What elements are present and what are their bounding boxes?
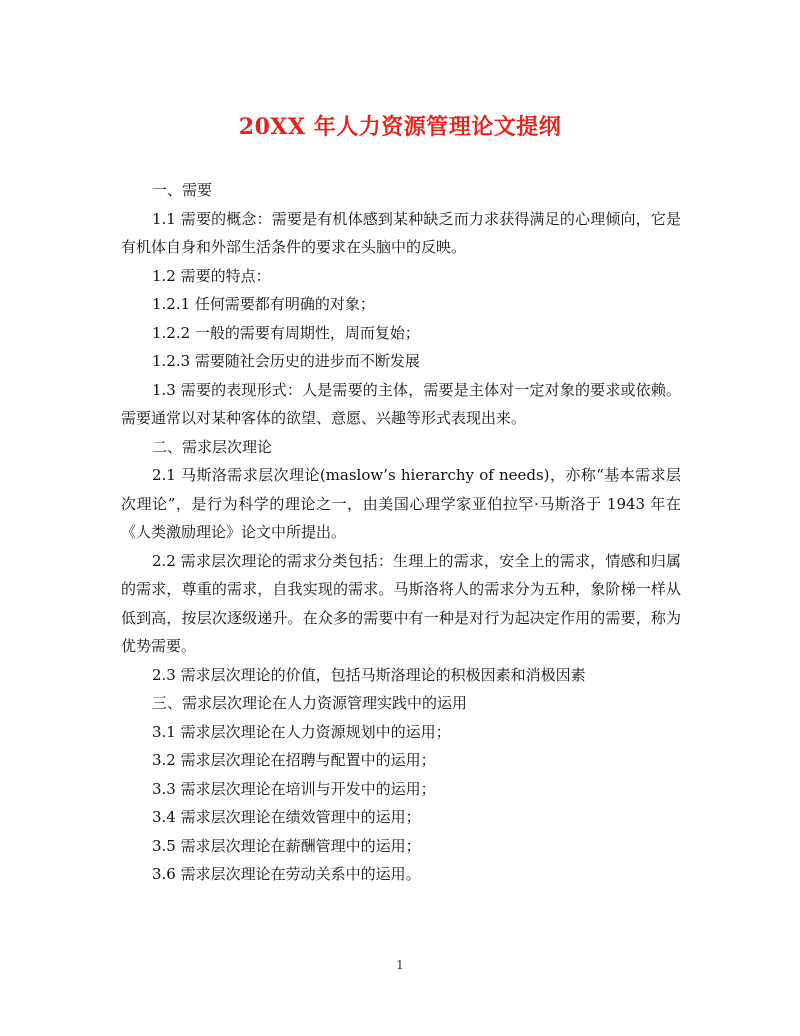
paragraph-1-2: 1.2 需要的特点： xyxy=(152,266,271,285)
paragraph-2-2: 2.2 需求层次理论的需求分类包括：生理上的需求，安全上的需求，情感和归属的需求，尊重的需求，自我实现的需求。马斯洛将人的需求分为五种，象阶梯一样从低到高，按层次逐级递升。在众多的需要中有一种是对行为起决定作用的需要，称为优势需要。 xyxy=(121,551,681,655)
paragraph-1-1: 1.1 需要的概念：需要是有机体感到某种缺乏而力求获得满足的心理倾向，它是有机体自身和外部生活条件的要求在头脑中的反映。 xyxy=(121,209,681,256)
heading-1-needs: 一、需要 xyxy=(152,181,213,199)
paragraph-3-4: 3.4 需求层次理论在绩效管理中的运用； xyxy=(152,808,421,826)
page-number: 1 xyxy=(396,958,404,972)
paragraph-2-3: 2.3 需求层次理论的价值，包括马斯洛理论的积极因素和消极因素 xyxy=(152,665,586,684)
document-body xyxy=(121,176,681,889)
paragraph-1-3: 1.3 需要的表现形式：人是需要的主体，需要是主体对一定对象的要求或依赖。需要通常以对某种客体的欲望、意愿、兴趣等形式表现出来。 xyxy=(121,380,681,427)
paragraph-3-6: 3.6 需求层次理论在劳动关系中的运用。 xyxy=(152,865,421,883)
heading-3-application: 三、需求层次理论在人力资源管理实践中的运用 xyxy=(152,694,468,712)
paragraph-3-3: 3.3 需求层次理论在培训与开发中的运用； xyxy=(152,779,436,798)
paragraph-1-2-1: 1.2.1 任何需要都有明确的对象； xyxy=(152,295,375,313)
heading-2-hierarchy-theory: 二、需求层次理论 xyxy=(152,437,273,456)
paragraph-1-2-3: 1.2.3 需要随社会历史的进步而不断发展 xyxy=(152,352,420,370)
paragraph-1-2-2: 1.2.2 一般的需要有周期性，周而复始； xyxy=(152,323,420,342)
paragraph-3-5: 3.5 需求层次理论在薪酬管理中的运用； xyxy=(152,836,421,855)
paragraph-3-1: 3.1 需求层次理论在人力资源规划中的运用； xyxy=(152,722,451,741)
document-title: 20XX 年人力资源管理论文提纲 xyxy=(238,114,562,140)
paragraph-3-2: 3.2 需求层次理论在招聘与配置中的运用； xyxy=(152,751,436,769)
paragraph-2-1: 2.1 马斯洛需求层次理论(maslow’s hierarchy of needs)，亦称“基本需求层次理论”，是行为科学的理论之一，由美国心理学家亚伯拉罕·马斯洛于 1943 年在《人类激励理论》论文中所提出。 xyxy=(121,466,681,541)
